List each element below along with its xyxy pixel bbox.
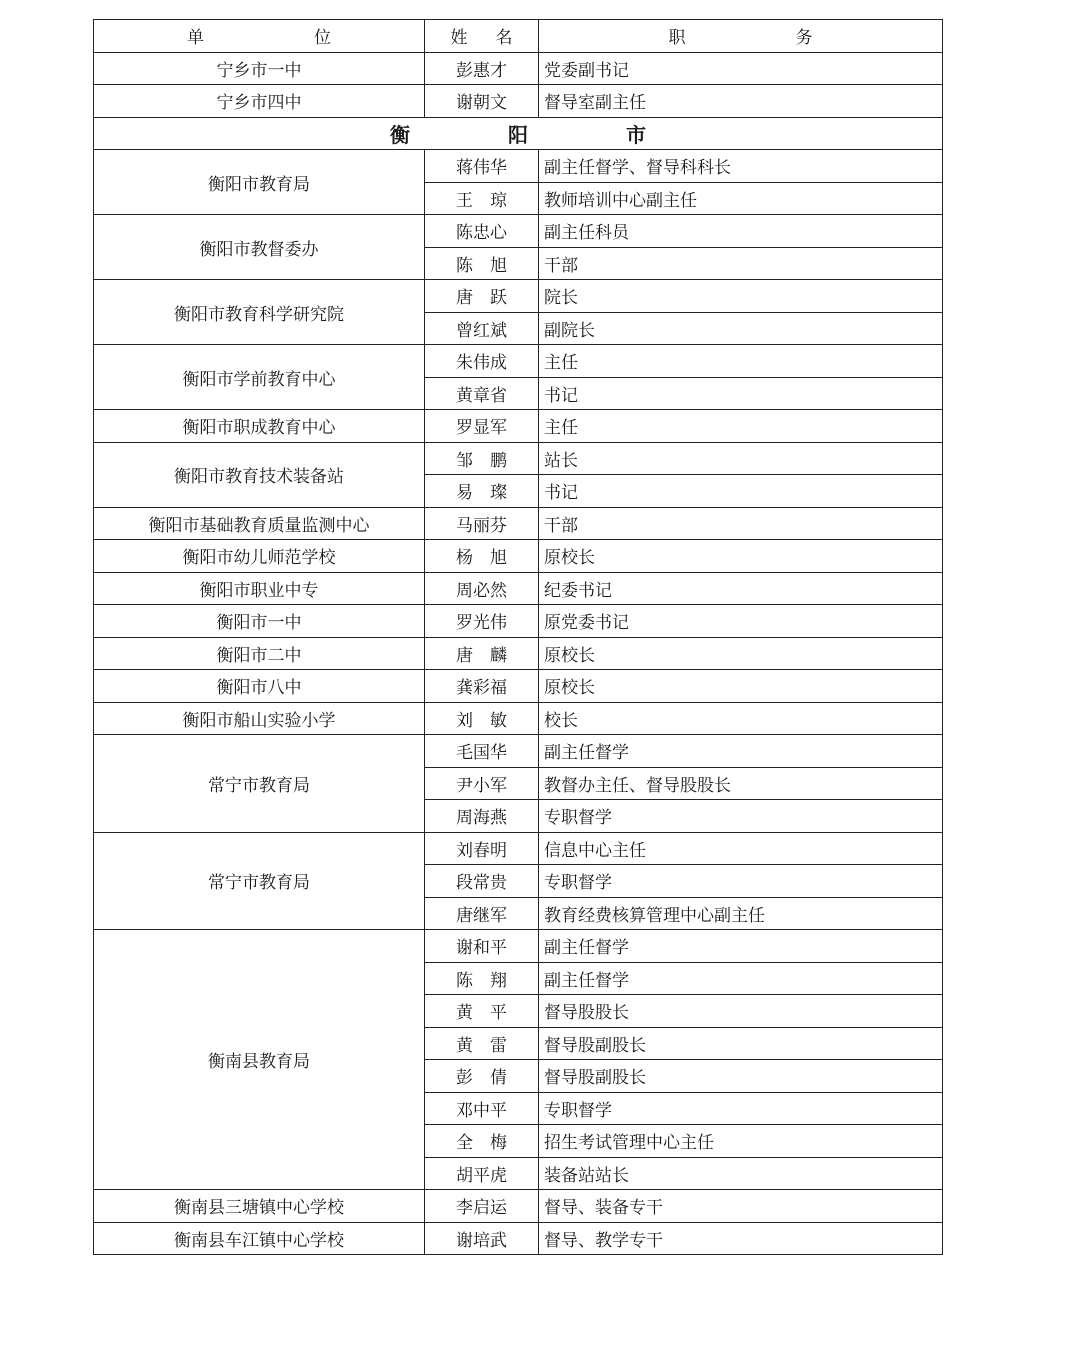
unit-cell: 衡阳市幼儿师范学校: [94, 540, 425, 573]
duty-cell: 教育经费核算管理中心副主任: [539, 897, 943, 930]
duty-cell: 党委副书记: [539, 52, 943, 85]
table-row: [94, 930, 943, 963]
duty-cell: 信息中心主任: [539, 832, 943, 865]
unit-cell: 衡阳市教育科学研究院: [94, 280, 425, 345]
name-cell: 刘春明: [425, 832, 539, 865]
duty-cell: 督导股股长: [539, 995, 943, 1028]
name-cell: 谢朝文: [425, 85, 539, 118]
duty-cell: 督导股副股长: [539, 1027, 943, 1060]
name-cell: 彭惠才: [425, 52, 539, 85]
duty-cell: 书记: [539, 475, 943, 508]
duty-cell: 督导、教学专干: [539, 1222, 943, 1255]
duty-cell: 校长: [539, 702, 943, 735]
header-duty-char-2: 务: [795, 28, 813, 49]
unit-cell: 宁乡市一中: [94, 52, 425, 85]
name-cell: 邓中平: [425, 1092, 539, 1125]
section-char-3: 市: [626, 122, 646, 147]
unit-cell: 衡阳市教育技术装备站: [94, 442, 425, 507]
table-row: [94, 670, 943, 703]
name-cell: 王 琼: [425, 182, 539, 215]
duty-cell: 副主任科员: [539, 215, 943, 248]
duty-cell: 干部: [539, 247, 943, 280]
table-row: [94, 1222, 943, 1255]
duty-cell: 专职督学: [539, 1092, 943, 1125]
duty-cell: 副主任督学: [539, 735, 943, 768]
header-unit: [94, 20, 425, 53]
name-cell: 黄 平: [425, 995, 539, 1028]
name-cell: 胡平虎: [425, 1157, 539, 1190]
unit-cell: 常宁市教育局: [94, 832, 425, 930]
unit-cell: 衡阳市职业中专: [94, 572, 425, 605]
duty-cell: 原校长: [539, 637, 943, 670]
unit-cell: 衡阳市一中: [94, 605, 425, 638]
table-row: [94, 832, 943, 865]
name-cell: 尹小军: [425, 767, 539, 800]
table-row: [94, 637, 943, 670]
table-row: [94, 1190, 943, 1223]
table-row: [94, 540, 943, 573]
name-cell: 毛国华: [425, 735, 539, 768]
header-duty-char-1: 职: [668, 28, 686, 49]
duty-cell: 副主任督学: [539, 962, 943, 995]
personnel-table: [93, 19, 943, 1255]
table-row: [94, 280, 943, 313]
name-cell: 唐 跃: [425, 280, 539, 313]
name-cell: 曾红斌: [425, 312, 539, 345]
name-cell: 罗显军: [425, 410, 539, 443]
name-cell: 马丽芬: [425, 507, 539, 540]
name-cell: 朱伟成: [425, 345, 539, 378]
duty-cell: 教督办主任、督导股股长: [539, 767, 943, 800]
name-cell: 唐 麟: [425, 637, 539, 670]
duty-cell: 干部: [539, 507, 943, 540]
name-cell: 唐继军: [425, 897, 539, 930]
header-duty: [539, 20, 943, 53]
name-cell: 周必然: [425, 572, 539, 605]
duty-cell: 教师培训中心副主任: [539, 182, 943, 215]
header-unit-char-2: 位: [314, 28, 331, 49]
duty-cell: 副院长: [539, 312, 943, 345]
table-row: [94, 410, 943, 443]
duty-cell: 原党委书记: [539, 605, 943, 638]
duty-cell: 督导股副股长: [539, 1060, 943, 1093]
table-row: [94, 85, 943, 118]
name-cell: 杨 旭: [425, 540, 539, 573]
table-row: [94, 345, 943, 378]
name-cell: 周海燕: [425, 800, 539, 833]
unit-cell: 衡阳市二中: [94, 637, 425, 670]
table-row: [94, 52, 943, 85]
unit-cell: 衡阳市教育局: [94, 150, 425, 215]
section-char-1: 衡: [390, 122, 410, 147]
unit-cell: 宁乡市四中: [94, 85, 425, 118]
table-row: [94, 215, 943, 248]
name-cell: 段常贵: [425, 865, 539, 898]
header-name: [425, 20, 539, 53]
duty-cell: 副主任督学、督导科科长: [539, 150, 943, 183]
unit-cell: 常宁市教育局: [94, 735, 425, 833]
name-cell: 彭 倩: [425, 1060, 539, 1093]
header-name-char-1: 姓: [450, 28, 468, 49]
duty-cell: 主任: [539, 345, 943, 378]
duty-cell: 纪委书记: [539, 572, 943, 605]
name-cell: 陈 旭: [425, 247, 539, 280]
section-title-city: [94, 117, 943, 150]
duty-cell: 原校长: [539, 670, 943, 703]
name-cell: 易 璨: [425, 475, 539, 508]
section-char-2: 阳: [508, 122, 528, 147]
section-row: [94, 117, 943, 150]
name-cell: 蒋伟华: [425, 150, 539, 183]
name-cell: 谢和平: [425, 930, 539, 963]
personnel-table-body: [94, 20, 943, 1255]
duty-cell: 原校长: [539, 540, 943, 573]
duty-cell: 专职督学: [539, 800, 943, 833]
duty-cell: 督导室副主任: [539, 85, 943, 118]
header-unit-char-1: 单: [187, 28, 204, 49]
unit-cell: 衡阳市八中: [94, 670, 425, 703]
table-header-row: [94, 20, 943, 53]
table-row: [94, 572, 943, 605]
name-cell: 全 梅: [425, 1125, 539, 1158]
unit-cell: 衡阳市教督委办: [94, 215, 425, 280]
name-cell: 黄 雷: [425, 1027, 539, 1060]
name-cell: 李启运: [425, 1190, 539, 1223]
duty-cell: 副主任督学: [539, 930, 943, 963]
table-row: [94, 507, 943, 540]
name-cell: 陈忠心: [425, 215, 539, 248]
unit-cell: 衡阳市职成教育中心: [94, 410, 425, 443]
table-row: [94, 702, 943, 735]
table-row: [94, 150, 943, 183]
table-row: [94, 605, 943, 638]
header-name-char-2: 名: [495, 28, 513, 49]
duty-cell: 招生考试管理中心主任: [539, 1125, 943, 1158]
unit-cell: 衡南县教育局: [94, 930, 425, 1190]
duty-cell: 主任: [539, 410, 943, 443]
name-cell: 陈 翔: [425, 962, 539, 995]
unit-cell: 衡阳市基础教育质量监测中心: [94, 507, 425, 540]
unit-cell: 衡南县三塘镇中心学校: [94, 1190, 425, 1223]
duty-cell: 装备站站长: [539, 1157, 943, 1190]
duty-cell: 督导、装备专干: [539, 1190, 943, 1223]
unit-cell: 衡阳市学前教育中心: [94, 345, 425, 410]
unit-cell: 衡南县车江镇中心学校: [94, 1222, 425, 1255]
duty-cell: 院长: [539, 280, 943, 313]
name-cell: 罗光伟: [425, 605, 539, 638]
name-cell: 龚彩福: [425, 670, 539, 703]
duty-cell: 站长: [539, 442, 943, 475]
name-cell: 邹 鹏: [425, 442, 539, 475]
table-row: [94, 442, 943, 475]
name-cell: 刘 敏: [425, 702, 539, 735]
name-cell: 黄章省: [425, 377, 539, 410]
unit-cell: 衡阳市船山实验小学: [94, 702, 425, 735]
name-cell: 谢培武: [425, 1222, 539, 1255]
duty-cell: 书记: [539, 377, 943, 410]
duty-cell: 专职督学: [539, 865, 943, 898]
table-row: [94, 735, 943, 768]
